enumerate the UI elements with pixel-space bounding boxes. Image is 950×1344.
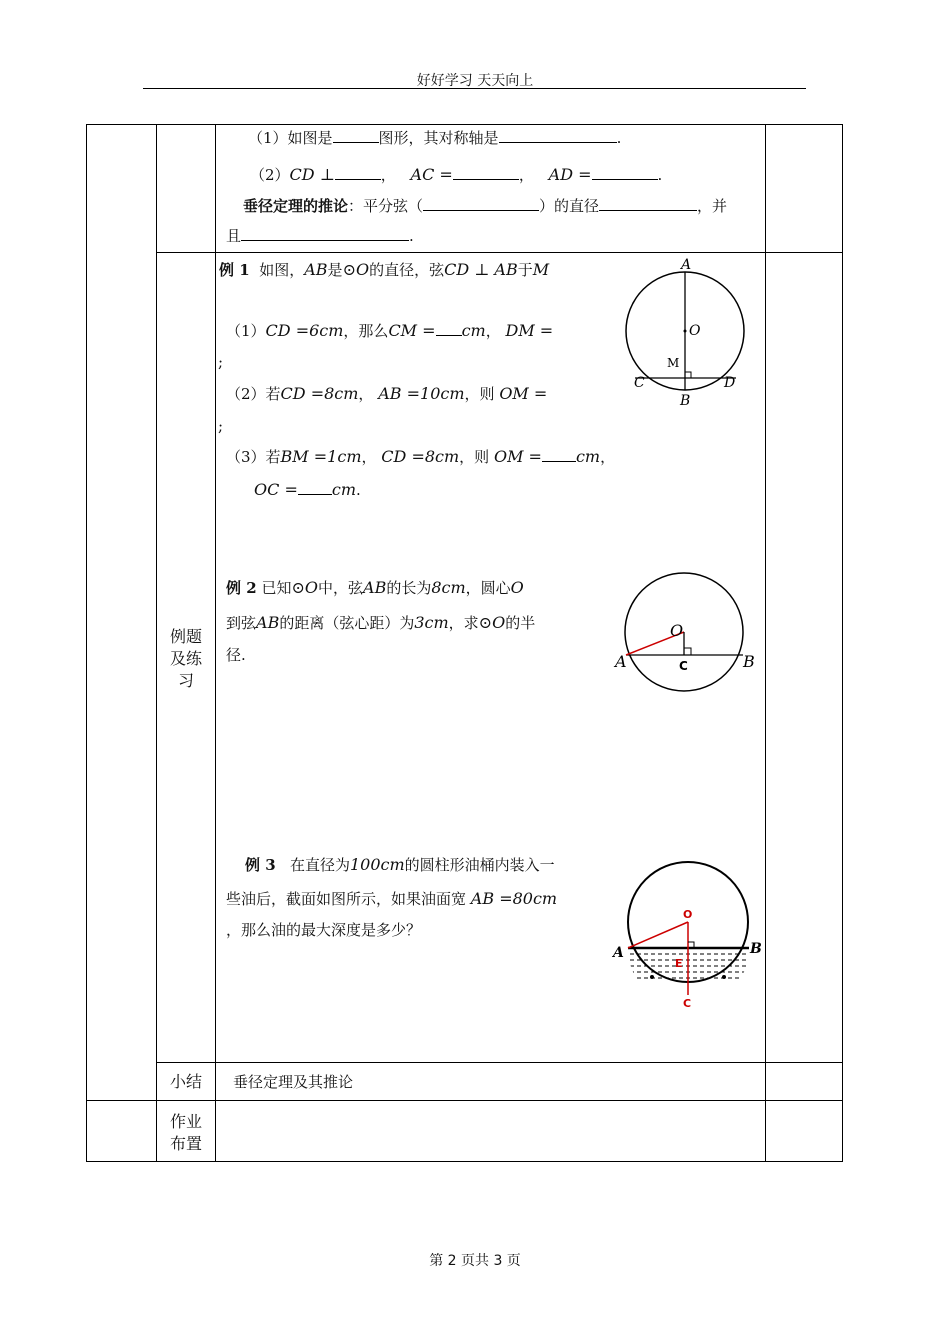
label-examples: 例题 及练 习 xyxy=(169,627,202,690)
ex1-q1: （1）CD =6cm，那么CM = cm， DM = xyxy=(226,321,554,340)
arc-ac: AC = xyxy=(410,165,453,184)
ex1-semicolon-2: ; xyxy=(218,417,224,435)
ex3-label-a: A xyxy=(613,945,624,961)
ex2-label-a: A xyxy=(615,652,627,671)
row-divider-3 xyxy=(86,1100,843,1101)
row-divider-2 xyxy=(156,1062,843,1063)
ex1-line-1: 例 1 如图，AB是⊙O的直径，弦CD ⊥ AB于M xyxy=(219,260,550,279)
ex3-radius-oa xyxy=(628,922,688,948)
ex3-label-o: O xyxy=(683,908,693,921)
ex1-q3: （3）若BM =1cm， CD =8cm，则 OM = cm， xyxy=(226,447,616,466)
ex3-point-2 xyxy=(722,975,726,979)
q1-line: （1）如图是 图形，其对称轴是 . xyxy=(248,129,622,147)
summary-text: 垂径定理及其推论 xyxy=(233,1073,354,1091)
ex2-right-angle xyxy=(684,648,691,655)
ex2-label-c: C xyxy=(679,659,688,673)
ex3-label-e: E xyxy=(675,957,683,970)
ex2-line-1: 例 2 已知⊙O中，弦AB的长为8cm，圆心O xyxy=(226,578,524,597)
ex1-right-angle xyxy=(685,372,691,378)
page-footer: 第 2 页共 3 页 xyxy=(429,1253,521,1269)
ex3-figure xyxy=(608,855,768,1015)
ex3-label-c: C xyxy=(683,997,692,1010)
label-homework: 作业 布置 xyxy=(169,1112,202,1153)
ex3-label-b: B xyxy=(750,941,762,957)
ex3-line-3: ，那么油的最大深度是多少？ xyxy=(226,921,422,939)
label-summary: 小结 xyxy=(169,1072,202,1091)
ex1-label-a: A xyxy=(681,257,692,273)
ex1-label-m: M xyxy=(667,356,680,370)
ex1-label-c: C xyxy=(634,375,645,391)
corollary-title: 垂径定理的推论 xyxy=(243,197,349,215)
ex2-line-3: 径. xyxy=(226,646,246,664)
ex1-label-d: D xyxy=(724,375,736,391)
ex1-q2: （2）若CD =8cm， AB =10cm，则 OM = xyxy=(226,384,548,403)
ex1-label-o: O xyxy=(689,323,701,339)
ex2-label-o: O xyxy=(670,621,684,640)
col-divider-2 xyxy=(215,124,216,1162)
ex1-semicolon-1: ; xyxy=(218,353,224,371)
arc-ad: AD = xyxy=(548,165,592,184)
page-header: 好好学习 天天向上 xyxy=(416,73,534,89)
corollary-line-2: 且 . xyxy=(226,227,414,245)
ex3-line-1: 例 3 在直径为100cm的圆柱形油桶内装入一 xyxy=(245,855,555,874)
row-divider-1 xyxy=(156,252,843,253)
corollary-line: 垂径定理的推论：平分弦（ ）的直径 ，并 xyxy=(243,197,728,215)
q2-line: （2）CD ⊥ ， AC = ， AD = . xyxy=(250,165,663,184)
ex1-center-dot xyxy=(684,330,687,333)
ex2-figure xyxy=(612,570,762,695)
ex2-label-b: B xyxy=(743,652,755,671)
ex1-q3-line-2: OC = cm. xyxy=(254,480,361,499)
ex3-line-2: 些油后，截面如图所示，如果油面宽 AB =80cm xyxy=(226,889,558,908)
header-rule xyxy=(143,88,806,89)
ex1-label-b: B xyxy=(680,393,691,409)
ex1-figure xyxy=(600,255,760,410)
ex3-point-1 xyxy=(650,975,654,979)
ex2-line-2: 到弦AB的距离（弦心距）为3cm，求⊙O的半 xyxy=(226,613,536,632)
